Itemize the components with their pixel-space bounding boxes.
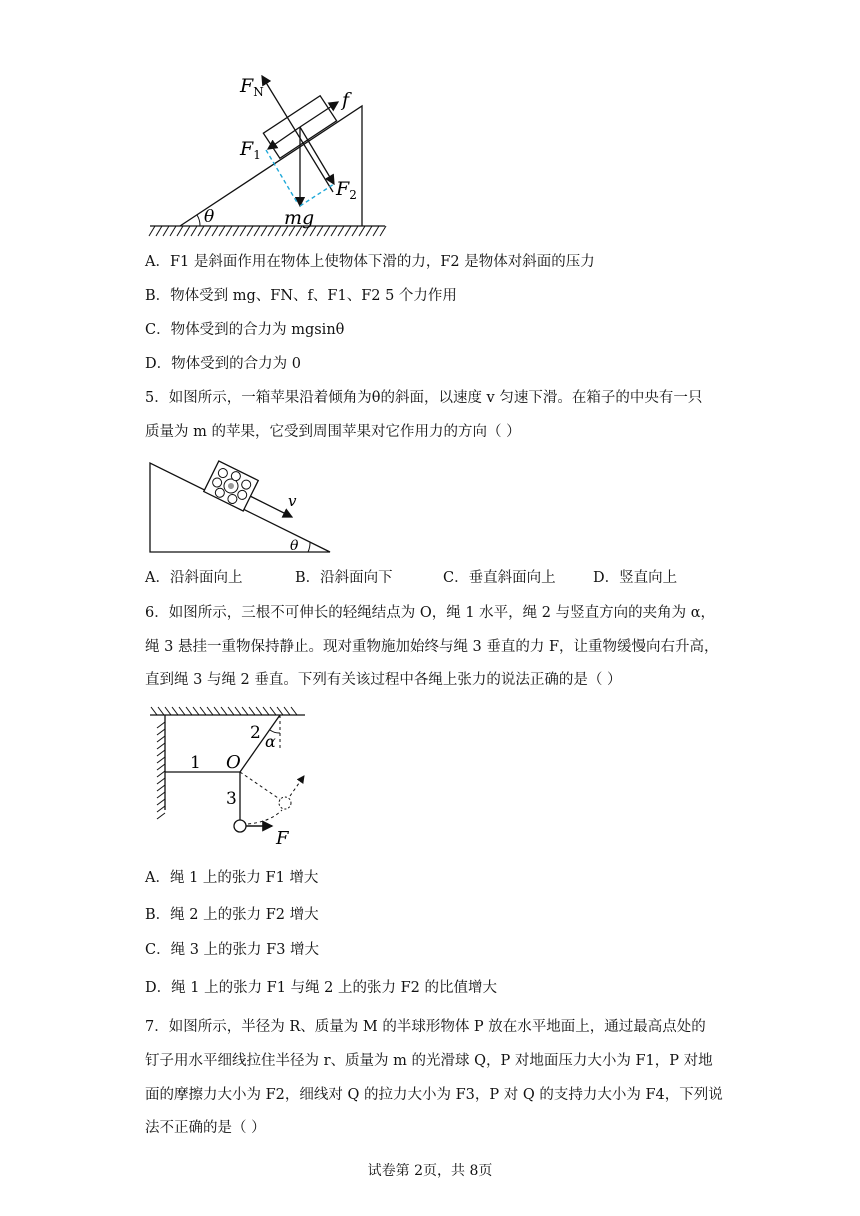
- hatch-line: [157, 785, 165, 791]
- hatch-line: [254, 226, 260, 236]
- hatch-line: [317, 226, 323, 236]
- weight: [234, 820, 246, 832]
- hatch-line: [228, 707, 234, 715]
- hatch-line: [284, 707, 290, 715]
- hatch-line: [151, 707, 157, 715]
- new-rope-dashed: [240, 772, 281, 800]
- q6-stem-line-2: 绳 3 悬挂一重物保持静止。现对重物施加始终与绳 3 垂直的力 F，让重物缓慢向右升高，: [145, 639, 719, 655]
- hatch-line: [200, 707, 206, 715]
- hatch-line: [157, 792, 165, 798]
- label-o: O: [226, 752, 241, 773]
- hatch-line: [380, 226, 386, 236]
- hatch-line: [345, 226, 351, 236]
- q5-option-d[interactable]: D．竖直向上: [593, 570, 678, 586]
- q6-option-d[interactable]: D．绳 1 上的张力 F1 与绳 2 上的张力 F2 的比值增大: [145, 980, 498, 996]
- label-alpha: α: [265, 732, 276, 751]
- hatch-line: [165, 707, 171, 715]
- hatch-line: [177, 226, 183, 236]
- label-f1: $F_1$: [240, 138, 261, 162]
- hatch-line: [156, 226, 162, 236]
- theta-arc: [308, 542, 310, 552]
- q5-option-a[interactable]: A．沿斜面向上: [145, 570, 243, 586]
- q6-stem-line-1: 6．如图所示，三根不可伸长的轻绳结点为 O，绳 1 水平，绳 2 与竖直方向的夹角为 α，: [145, 605, 716, 621]
- hatch-line: [291, 707, 297, 715]
- q7-stem-line-3: 面的摩擦力大小为 F2，细线对 Q 的拉力大小为 F3，P 对 Q 的支持力大小为 F4，下列说: [145, 1087, 723, 1103]
- hatch-line: [163, 226, 169, 236]
- hatch-line: [157, 750, 165, 756]
- label-f2: $F_2$: [336, 178, 357, 202]
- hatch-line: [157, 729, 165, 735]
- hatch-line: [221, 707, 227, 715]
- path-dashed: [248, 810, 282, 824]
- hatch-line: [352, 226, 358, 236]
- q7-stem-line-4: 法不正确的是（ ）: [145, 1120, 266, 1136]
- new-force-dashed: [290, 776, 304, 796]
- hatch-line: [275, 226, 281, 236]
- hatch-line: [235, 707, 241, 715]
- page-footer: 试卷第 2页，共 8页: [367, 1163, 493, 1179]
- q7-stem-line-2: 钉子用水平细线拉住半径为 r、质量为 m 的光滑球 Q，P 对地面压力大小为 F1，P 对地: [145, 1053, 713, 1069]
- q6-option-b[interactable]: B．绳 2 上的张力 F2 增大: [145, 907, 319, 923]
- q6-option-c[interactable]: C．绳 3 上的张力 F3 增大: [145, 942, 320, 958]
- hatch-line: [157, 743, 165, 749]
- hatch-line: [219, 226, 225, 236]
- theta-arc: [197, 215, 200, 226]
- hatch-line: [157, 764, 165, 770]
- hatch-line: [184, 226, 190, 236]
- hatch-line: [256, 707, 262, 715]
- label-theta: θ: [204, 207, 215, 227]
- hatch-line: [179, 707, 185, 715]
- q5-option-c[interactable]: C．垂直斜面向上: [443, 570, 556, 586]
- hatch-line: [157, 813, 165, 819]
- hatch-line: [240, 226, 246, 236]
- hatch-line: [149, 226, 155, 236]
- hatch-line: [170, 226, 176, 236]
- apple-box-incline-figure: [0, 445, 860, 565]
- hatch-line: [233, 226, 239, 236]
- hatch-line: [226, 226, 232, 236]
- hatch-line: [157, 771, 165, 777]
- hatch-line: [338, 226, 344, 236]
- hatch-line: [157, 757, 165, 763]
- hatch-line: [157, 722, 165, 728]
- q4-option-b[interactable]: B．物体受到 mg、FN、f、F1、F2 5 个力作用: [145, 288, 457, 304]
- dashed-component-2: [300, 184, 334, 206]
- hatch-line: [198, 226, 204, 236]
- q5-stem-line-2: 质量为 m 的苹果，它受到周围苹果对它作用力的方向（ ）: [145, 424, 521, 440]
- hatch-line: [331, 226, 337, 236]
- label-fn: $F_N$: [240, 75, 264, 99]
- hatch-line: [205, 226, 211, 236]
- hatch-line: [270, 707, 276, 715]
- q4-option-c[interactable]: C．物体受到的合力为 mgsinθ: [145, 322, 345, 338]
- q4-option-a[interactable]: A．F1 是斜面作用在物体上使物体下滑的力，F2 是物体对斜面的压力: [145, 254, 595, 270]
- hatch-line: [242, 707, 248, 715]
- hatch-line: [212, 226, 218, 236]
- velocity-arrow: [250, 496, 292, 517]
- hatch-line: [268, 226, 274, 236]
- q7-stem-line-1: 7．如图所示，半径为 R、质量为 M 的半球形物体 P 放在水平地面上，通过最高点处的: [145, 1019, 706, 1035]
- label-f: f: [342, 89, 350, 111]
- hatch-line: [261, 226, 267, 236]
- label-3: 3: [226, 789, 237, 809]
- hatch-line: [158, 707, 164, 715]
- label-v: v: [288, 492, 297, 510]
- hatch-line: [191, 226, 197, 236]
- hatch-line: [373, 226, 379, 236]
- q5-option-b[interactable]: B．沿斜面向下: [295, 570, 393, 586]
- incline-force-diagram: [0, 0, 860, 250]
- hatch-line: [157, 806, 165, 812]
- hatch-line: [157, 736, 165, 742]
- hatch-line: [193, 707, 199, 715]
- hatch-line: [207, 707, 213, 715]
- three-rope-figure: [0, 700, 860, 850]
- hatch-line: [263, 707, 269, 715]
- hatch-line: [172, 707, 178, 715]
- label-1: 1: [190, 753, 201, 773]
- hatch-line: [157, 778, 165, 784]
- hatch-line: [157, 799, 165, 805]
- hatch-line: [366, 226, 372, 236]
- q4-option-d[interactable]: D．物体受到的合力为 0: [145, 356, 301, 372]
- hatch-line: [214, 707, 220, 715]
- label-f: F: [276, 828, 289, 849]
- q6-stem-line-3: 直到绳 3 与绳 2 垂直。下列有关该过程中各绳上张力的说法正确的是（ ）: [145, 672, 622, 688]
- new-weight-dashed: [279, 797, 291, 809]
- hatch-line: [359, 226, 365, 236]
- hatch-line: [247, 226, 253, 236]
- label-theta: θ: [290, 538, 299, 554]
- hatch-line: [277, 707, 283, 715]
- label-2: 2: [250, 723, 261, 743]
- hatch-line: [186, 707, 192, 715]
- q6-option-a[interactable]: A．绳 1 上的张力 F1 增大: [145, 870, 319, 886]
- hatch-line: [324, 226, 330, 236]
- hatch-line: [249, 707, 255, 715]
- q5-stem-line-1: 5．如图所示，一箱苹果沿着倾角为θ的斜面，以速度 v 匀速下滑。在箱子的中央有一只: [145, 390, 703, 406]
- label-mg: mg: [284, 207, 315, 229]
- apple-box: [204, 461, 259, 511]
